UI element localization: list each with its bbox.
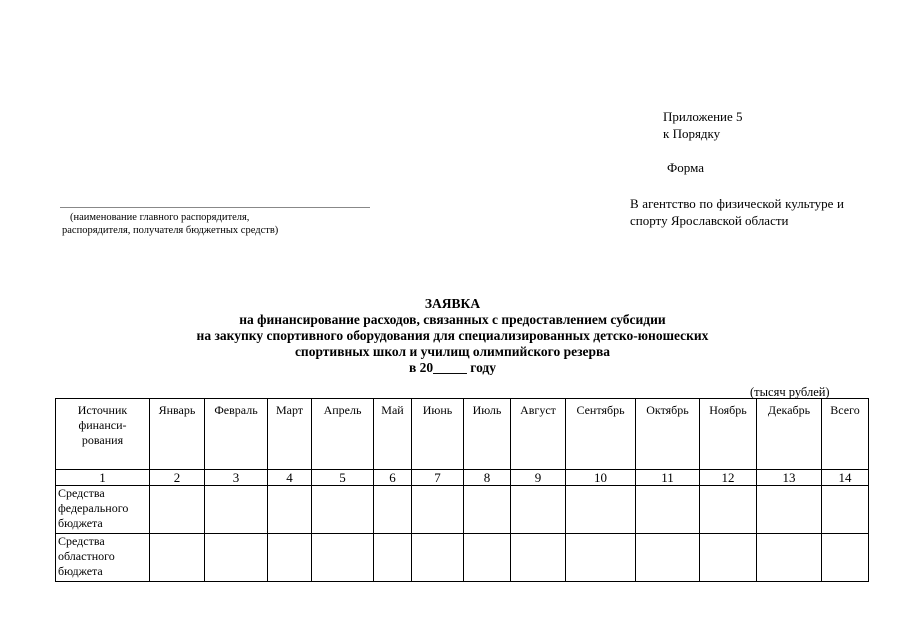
column-number: 11: [636, 470, 700, 486]
header-total: Всего: [822, 399, 869, 470]
recipient-caption: [62, 211, 278, 237]
column-number: 4: [268, 470, 312, 486]
table-cell[interactable]: [412, 534, 464, 582]
column-number: 13: [757, 470, 822, 486]
table-cell[interactable]: [374, 534, 412, 582]
header-december: Декабрь: [757, 399, 822, 470]
column-number: 3: [205, 470, 268, 486]
recipient-name-line: [60, 207, 370, 208]
row-label-line: Средства: [58, 486, 105, 500]
header-april: Апрель: [312, 399, 374, 470]
annex-line-1: Приложение 5: [663, 109, 743, 124]
column-number-row: [56, 470, 869, 486]
document-title: [0, 296, 905, 376]
units-label: (тысяч рублей): [750, 385, 830, 399]
header-july: Июль: [464, 399, 511, 470]
column-number: 5: [312, 470, 374, 486]
column-number: 1: [56, 470, 150, 486]
title-line-4: спортивных школ и училищ олимпийского резерва: [294, 344, 611, 359]
table-cell[interactable]: [566, 486, 636, 534]
header-october: Октябрь: [636, 399, 700, 470]
header-january: Январь: [150, 399, 205, 470]
recipient-caption-line-2: распорядителя, получателя бюджетных средств): [62, 225, 279, 236]
table-cell[interactable]: [511, 534, 566, 582]
table-cell[interactable]: [150, 534, 205, 582]
recipient-caption-line-1: (наименование главного распорядителя,: [70, 212, 250, 223]
table-cell[interactable]: [374, 486, 412, 534]
header-march: Март: [268, 399, 312, 470]
table-cell[interactable]: [268, 534, 312, 582]
table-cell[interactable]: [150, 486, 205, 534]
annex-line-2: к Порядку: [663, 126, 721, 141]
table-cell[interactable]: [822, 486, 869, 534]
table-header-row: [56, 399, 869, 470]
table-cell[interactable]: [700, 534, 757, 582]
row-label-line: бюджета: [58, 516, 103, 530]
column-number: 6: [374, 470, 412, 486]
table-row: [56, 486, 869, 534]
table-cell[interactable]: [464, 486, 511, 534]
column-number: 10: [566, 470, 636, 486]
header-february: Февраль: [205, 399, 268, 470]
column-number: 2: [150, 470, 205, 486]
table-cell[interactable]: [757, 534, 822, 582]
column-number: 14: [822, 470, 869, 486]
header-source-line-3: рования: [81, 433, 124, 447]
column-number: 8: [464, 470, 511, 486]
agency-address: В агентство по физической культуре и спорту Ярославской области: [630, 196, 844, 228]
table-cell[interactable]: [312, 534, 374, 582]
form-label: Форма: [667, 160, 704, 175]
row-label-line: Средства: [58, 534, 105, 548]
table-cell[interactable]: [268, 486, 312, 534]
table-cell[interactable]: [511, 486, 566, 534]
header-june: Июнь: [412, 399, 464, 470]
title-line-2: на финансирование расходов, связанных с предоставлением субсидии: [239, 312, 666, 327]
header-september: Сентябрь: [566, 399, 636, 470]
table-cell[interactable]: [757, 486, 822, 534]
table-row: [56, 534, 869, 582]
header-source: [56, 399, 150, 470]
table-cell[interactable]: [464, 534, 511, 582]
header-august: Август: [511, 399, 566, 470]
row-label-line: бюджета: [58, 564, 103, 578]
row-label-line: областного: [58, 549, 115, 563]
table-cell[interactable]: [700, 486, 757, 534]
table-cell[interactable]: [636, 534, 700, 582]
column-number: 12: [700, 470, 757, 486]
header-source-line-1: Источник: [77, 403, 128, 417]
column-number: 7: [412, 470, 464, 486]
table-cell[interactable]: [566, 534, 636, 582]
column-number: 9: [511, 470, 566, 486]
row-label-regional: [56, 534, 150, 582]
table-cell[interactable]: [312, 486, 374, 534]
header-november: Ноябрь: [700, 399, 757, 470]
annex-reference: [663, 108, 743, 142]
table-cell[interactable]: [205, 534, 268, 582]
title-line-5: в 20_____ году: [408, 360, 497, 375]
row-label-line: федерального: [58, 501, 129, 515]
title-line-1: ЗАЯВКА: [424, 296, 481, 311]
header-source-line-2: финанси-: [78, 418, 127, 432]
table-cell[interactable]: [205, 486, 268, 534]
table-cell[interactable]: [636, 486, 700, 534]
financing-table: [55, 398, 869, 582]
title-line-3: на закупку спортивного оборудования для специализированных детско-юношеских: [196, 328, 709, 343]
table-cell[interactable]: [412, 486, 464, 534]
header-may: Май: [374, 399, 412, 470]
table-cell[interactable]: [822, 534, 869, 582]
row-label-federal: [56, 486, 150, 534]
